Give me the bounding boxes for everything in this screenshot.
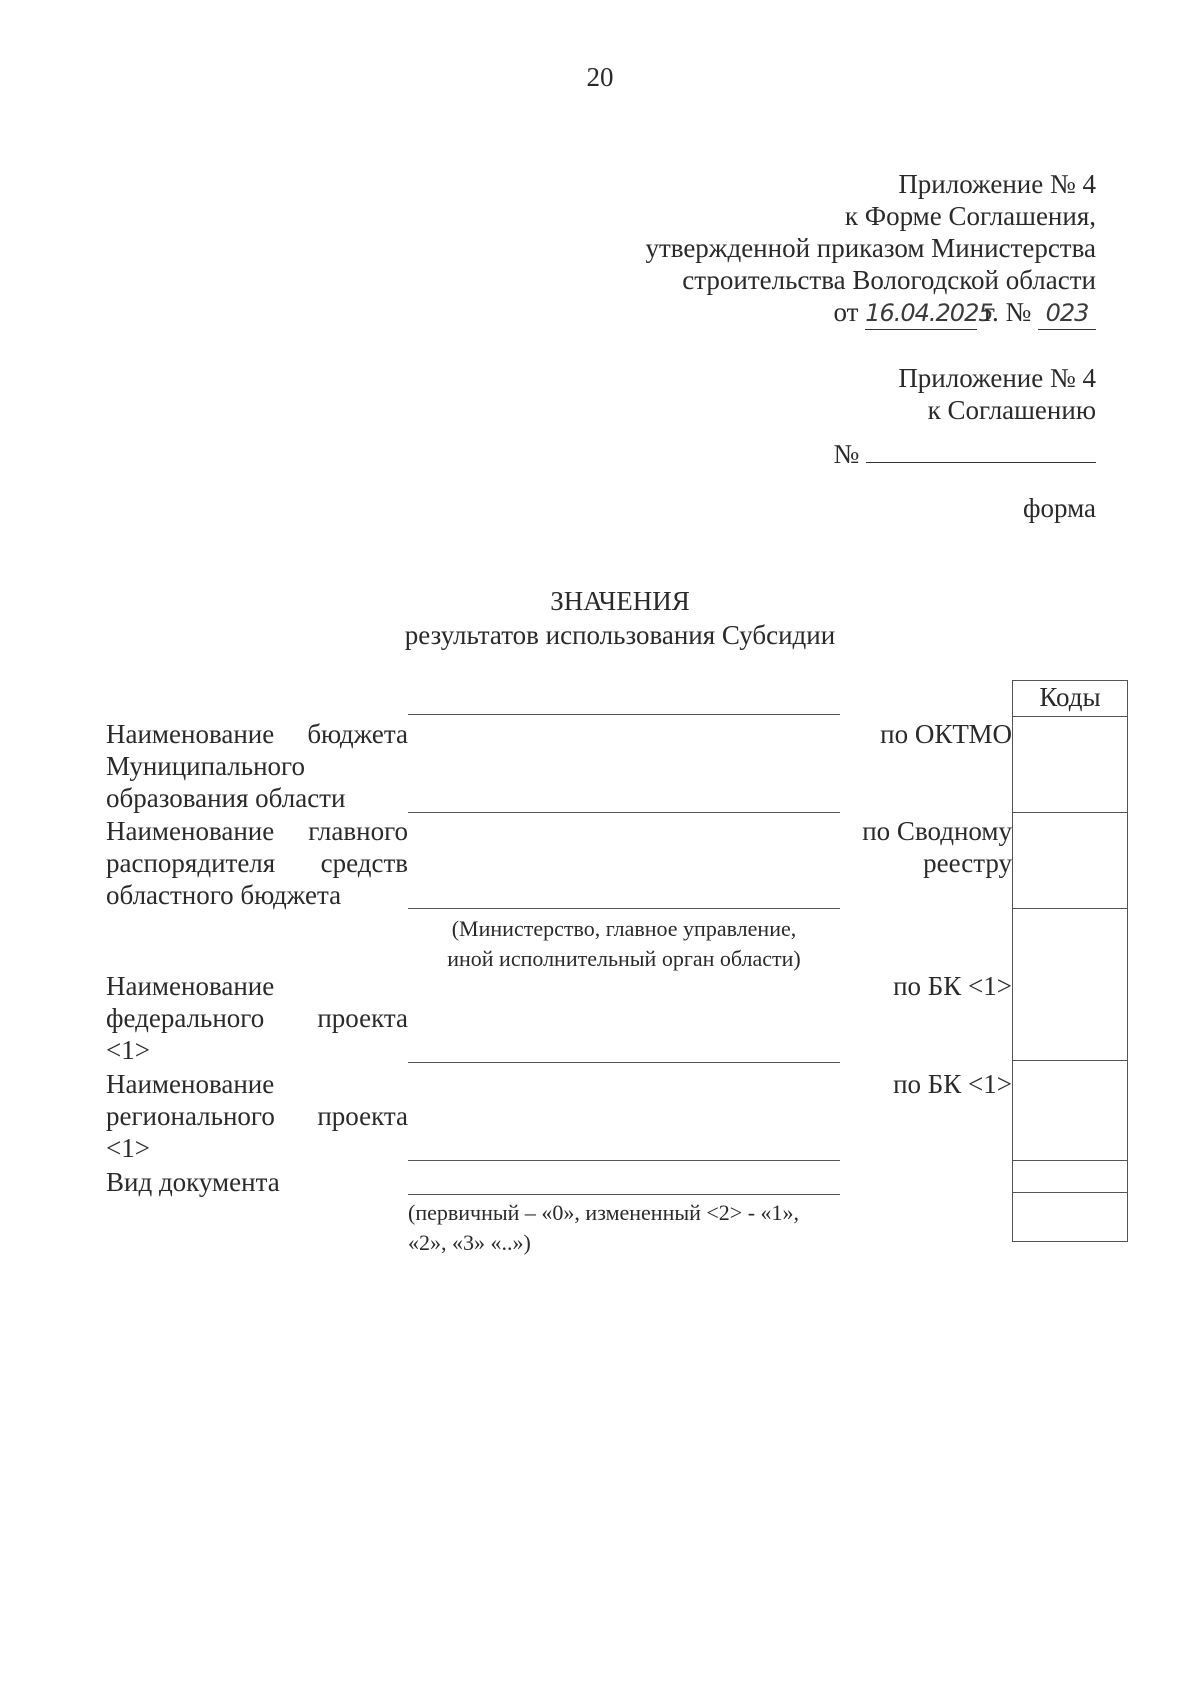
doc-type-note: (первичный – «0», измененный <2> - «1», «2», «3» «..») <box>408 1200 800 1255</box>
agreement-number-label: № <box>833 439 860 469</box>
appendix-agreement-header <box>833 362 1096 470</box>
registry-code-label: по Сводному реестру <box>862 816 1012 878</box>
manager-name-line[interactable] <box>408 908 840 909</box>
appendix-agreement-line2: к Соглашению <box>927 395 1096 425</box>
budget-name-line-top[interactable] <box>408 714 840 715</box>
manager-note: (Министерство, главное управление, иной исполнительный орган области) <box>447 916 801 971</box>
federal-project-label: Наименование федерального проекта <1> <box>106 971 408 1065</box>
document-subtitle: результатов использования Субсидии <box>404 620 836 650</box>
appendix-form-line1: Приложение № 4 <box>898 169 1096 199</box>
appendix-form-date-line <box>645 296 1096 330</box>
agreement-number-line <box>833 438 1096 470</box>
page-number: 20 <box>586 62 614 92</box>
codes-divider-5 <box>1012 1192 1128 1193</box>
appendix-form-line2: к Форме Соглашения, <box>844 201 1096 231</box>
date-prefix: от <box>833 297 859 327</box>
codes-divider-2 <box>1012 908 1128 909</box>
year-number-label: г. № <box>983 297 1032 327</box>
appendix-form-header <box>645 168 1096 330</box>
regional-project-line[interactable] <box>408 1160 840 1161</box>
codes-table <box>1012 680 1128 1242</box>
codes-divider-1 <box>1012 812 1128 813</box>
doc-type-label: Вид документа <box>106 1167 280 1197</box>
codes-divider-4 <box>1012 1160 1128 1161</box>
regional-bk-code-label: по БК <1> <box>893 1069 1012 1099</box>
regional-project-label: Наименование регионального проекта <1> <box>106 1069 408 1163</box>
federal-bk-code-label: по БК <1> <box>893 971 1012 1001</box>
codes-divider-3 <box>1012 1060 1128 1061</box>
codes-header: Коды <box>1039 682 1101 712</box>
order-date: 16.04.2025 <box>865 297 977 330</box>
agreement-number-blank[interactable] <box>866 438 1096 463</box>
budget-name-line[interactable] <box>408 812 840 813</box>
form-label: форма <box>1023 493 1096 523</box>
appendix-form-line4: строительства Вологодской области <box>682 265 1096 295</box>
budget-label: Наименование бюджета Муниципального образования области <box>106 719 408 813</box>
appendix-agreement-line1: Приложение № 4 <box>898 363 1096 393</box>
federal-project-line[interactable] <box>408 1062 840 1063</box>
oktmo-code-label: по ОКТМО <box>880 719 1012 749</box>
document-title: ЗНАЧЕНИЯ <box>550 586 690 616</box>
manager-label: Наименование главного распорядителя средств областного бюджета <box>106 816 408 910</box>
order-number: 023 <box>1038 297 1096 330</box>
doc-type-line[interactable] <box>408 1194 840 1195</box>
codes-divider-header <box>1012 716 1128 717</box>
appendix-form-line3: утвержденной приказом Министерства <box>645 233 1096 263</box>
